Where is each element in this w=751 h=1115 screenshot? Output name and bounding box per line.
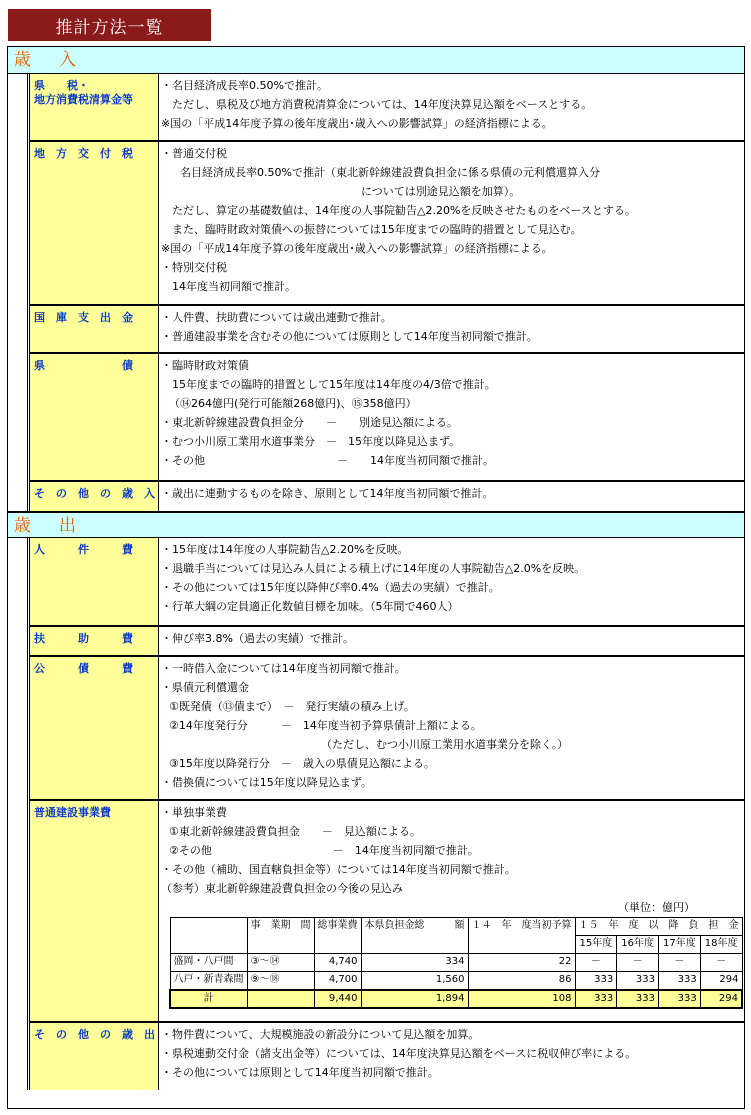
table-cell: － [659,954,701,972]
table-cell: 334 [361,954,468,972]
table-header-row [170,918,742,936]
revenue-row-other [29,481,746,511]
table-header-cell [170,918,247,954]
row-label [29,626,159,656]
table-header-cell: 15年度 [575,936,617,954]
description-line: ・臨時財政対策債 [161,359,249,372]
description-line: また、臨時財政対策債への振替については15年度までの臨時的措置として見込む。 [161,223,582,236]
estimation-methods-frame [7,46,745,1109]
row-label-line: 地方消費税清算金等 [34,93,133,106]
table-cell: ⑨～⑱ [247,972,314,990]
description-line: 15年度までの臨時的措置として15年度は14年度の4/3倍で推計。 [161,378,496,391]
row-description [159,538,746,626]
table-cell: 108 [468,990,575,1008]
description-line: ②14年度発行分 － 14年度当初予算県債計上額による。 [169,719,482,732]
revenue-row-national-treasury [29,305,746,353]
description-line: ③15年度以降発行分 － 歳入の県債見込額による。 [169,757,435,770]
row-label-line: そ の 他 の 歳 出 [34,1028,155,1041]
description-line: ・名目経済成長率0.50%で推計。 [161,79,328,92]
row-label [29,538,159,626]
row-label-line: 地 方 交 付 税 [34,147,133,160]
row-label [29,1022,159,1090]
table-cell: 294 [700,972,742,990]
description-line: 名目経済成長率0.50%で推計（東北新幹線建設費負担金に係る県債の元利償還算入分 [169,166,600,179]
row-label-line: そ の 他 の 歳 入 [34,487,155,500]
row-description [159,74,746,141]
expenditure-row-public-works [29,800,746,1022]
description-line: ・その他 － 14年度当初同額で推計。 [161,454,494,467]
description-line: ・単独事業費 [161,806,227,819]
table-cell: 計 [170,990,247,1008]
expenditure-row-debt-service [29,656,746,800]
table-row [170,954,742,972]
description-line: ただし、県税及び地方消費税清算金については、14年度決算見込額をベースとする。 [161,98,593,111]
row-description [159,481,746,511]
table-cell: 1,560 [361,972,468,990]
table-cell: － [700,954,742,972]
description-line: ・伸び率3.8%（過去の実績）で推計。 [161,632,354,645]
table-cell [247,990,314,1008]
row-label-line: 県 債 [34,359,133,372]
description-line: ①既発債（⑬債まで） － 発行実績の積み上げ。 [169,700,415,713]
row-label [29,353,159,481]
description-line: ・歳出に連動するものを除き、原則として14年度当初同額で推計。 [161,487,494,500]
table-cell: 八戸・新青森間 [170,972,247,990]
table-header-cell: 17年度 [659,936,701,954]
description-line: ・その他（補助、国直轄負担金等）については14年度当初同額で推計。 [161,863,516,876]
description-line: （ただし、むつ小川原工業用水道事業分を除く。） [321,738,569,751]
description-line: ・むつ小川原工業用水道事業分 － 15年度以降見込まず。 [161,435,461,448]
revenue-row-prefectural-tax [29,74,746,141]
table-cell: 1,894 [361,990,468,1008]
description-line: ※国の「平成14年度予算の後年度歳出･歳入への影響試算」の経済指標による。 [161,117,553,130]
table-cell: 333 [659,972,701,990]
table-header-cell: 総事業費 [314,918,361,954]
row-label-line: 県 税・ [34,79,89,92]
table-cell: 333 [575,972,617,990]
row-label-line: 扶 助 費 [34,632,133,645]
table-header-cell: 18年度 [700,936,742,954]
description-line: ・普通建設事業を含むその他については原則として14年度当初同額で推計。 [161,330,538,343]
description-line: ・15年度は14年度の人事院勧告△2.20%を反映。 [161,543,409,556]
description-line: （⑭264億円(発行可能額268億円)、⑮358億円） [169,397,417,410]
row-label [29,305,159,353]
description-line: ・行革大綱の定員適正化数値目標を加味。（5年間で460人） [161,600,459,613]
shinkansen-burden-table [169,917,743,1009]
description-line: ・物件費について、大規模施設の新設分について見込額を加算。 [161,1028,480,1041]
description-line: ・人件費、扶助費については歳出連動で推計。 [161,311,392,324]
table-cell: 9,440 [314,990,361,1008]
table-cell: 86 [468,972,575,990]
expenditure-section-heading: 歳出 [8,511,744,538]
page-title: 推計方法一覧 [8,9,211,41]
description-line: 14年度当初同額で推計。 [161,280,296,293]
row-label [29,74,159,141]
expenditure-row-assistance [29,626,746,656]
row-label [29,656,159,800]
table-cell: ③～⑭ [247,954,314,972]
row-description [159,626,746,656]
row-label-line: 普通建設事業費 [34,806,111,819]
row-label [29,800,159,1022]
row-label-line: 人 件 費 [34,543,133,556]
expenditure-table [27,538,745,1090]
table-header-cell: 本県負担金総 額 [361,918,468,954]
revenue-section-heading: 歳入 [8,47,744,74]
description-line: ・県税連動交付金（諸支出金等）については、14年度決算見込額をベースに税収伸び率による。 [161,1047,637,1060]
description-line: ・普通交付税 [161,147,227,160]
table-cell: － [575,954,617,972]
table-cell: 333 [617,990,659,1008]
table-cell: 4,740 [314,954,361,972]
description-line: については別途見込額を加算）。 [361,185,521,198]
description-line: ・特別交付税 [161,261,227,274]
table-cell: 22 [468,954,575,972]
description-line: ①東北新幹線建設費負担金 － 見込額による。 [169,825,421,838]
table-unit-note: （単位：億円） [618,901,695,914]
expenditure-row-other [29,1022,746,1090]
table-header-cell: １４ 年 度当初予算 [468,918,575,954]
row-description [159,800,746,1022]
table-header-cell: 事 業期 間 [247,918,314,954]
row-description [159,656,746,800]
description-line: ただし、算定の基礎数値は、14年度の人事院勧告△2.20%を反映させたものをベースとする。 [161,204,636,217]
description-line: ・退職手当については見込み人員による積上げに14年度の人事院勧告△2.0%を反映。 [161,562,586,575]
description-line: ・県債元利償還金 [161,681,249,694]
expenditure-row-personnel [29,538,746,626]
row-label [29,481,159,511]
revenue-row-local-allocation-tax [29,141,746,305]
row-description [159,353,746,481]
table-cell: 4,700 [314,972,361,990]
description-line: （参考）東北新幹線建設費負担金の今後の見込み [161,882,403,895]
description-line: ・その他については原則として14年度当初同額で推計。 [161,1066,439,1079]
revenue-table [27,74,745,511]
table-cell: 盛岡・八戸間 [170,954,247,972]
table-cell: － [617,954,659,972]
description-line: ・一時借入金については14年度当初同額で推計。 [161,662,406,675]
row-description [159,141,746,305]
row-label-line: 国 庫 支 出 金 [34,311,133,324]
table-total-row [170,990,742,1008]
table-header-cell: １５ 年 度 以 降 負 担 金 [575,918,742,936]
description-line: ・東北新幹線建設費負担金分 － 別途見込額による。 [161,416,458,429]
row-label-line: 公 債 費 [34,662,133,675]
table-cell: 333 [659,990,701,1008]
row-label [29,141,159,305]
description-line: ②その他 － 14年度当初同額で推計。 [169,844,479,857]
revenue-row-prefectural-bonds [29,353,746,481]
table-cell: 294 [700,990,742,1008]
table-cell: 333 [617,972,659,990]
table-header-cell: 16年度 [617,936,659,954]
description-line: ・借換債については15年度以降見込まず。 [161,776,372,789]
description-line: ※国の「平成14年度予算の後年度歳出･歳入への影響試算」の経済指標による。 [161,242,553,255]
table-cell: 333 [575,990,617,1008]
row-description [159,305,746,353]
table-row [170,972,742,990]
description-line: ・その他については15年度以降伸び率0.4%（過去の実績）で推計。 [161,581,500,594]
row-description [159,1022,746,1090]
